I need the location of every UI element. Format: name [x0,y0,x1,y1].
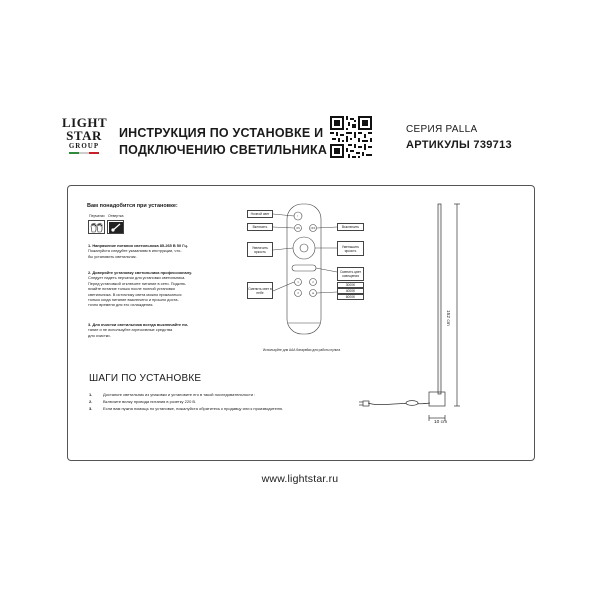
screwdriver-icon [107,220,124,234]
label-3000k: 3000K [337,282,364,288]
step-item-1 [89,392,255,397]
label-brightness-down: Уменьшить яркость [337,241,364,256]
svg-text:ON: ON [296,227,300,230]
lamp-cable [368,403,430,405]
series-name: СЕРИЯ PALLA [406,124,478,135]
remote-center-button [300,244,308,252]
logo-line-2: STAR [66,128,102,143]
remote-temp-button [292,265,316,271]
cable-switch [406,401,418,406]
step-number: 3. [89,406,93,411]
page-title [119,125,327,159]
svg-text:OFF: OFF [310,227,316,230]
step-number: 2. [89,399,93,404]
p2-line: точно времени для его охлаждения. [88,302,154,308]
label-brightness-up: Увеличить яркость [247,242,273,257]
p1-line: бы установить светильник. [88,253,137,259]
step-item-3 [89,406,283,411]
height-dimension-label: 152 cm [445,310,450,326]
p3-line: для очистки. [88,332,111,338]
brand-logo [62,116,106,154]
p3-line: тание и не используйте агрессивные средства [88,327,173,333]
p3-line: 3. Для очистки светильника всегда выключайте пи- [88,322,189,327]
p2-line: 2. Доверяйте установку светильника профессионалу. [88,270,192,275]
italian-flag-icon [69,152,99,154]
step-text: Если вам нужна помощь по установке, пожалуйста обратитесь к продавцу или к производителю. [103,406,284,411]
label-power-off: Выключить [337,223,364,231]
qr-code-icon [330,116,372,158]
label-4000k: 4000K [337,288,364,294]
article-number: АРТИКУЛЫ 739713 [406,139,512,151]
label-night-light: Ночной свет [247,210,273,218]
website-link[interactable]: www.lightstar.ru [261,473,339,485]
title-line-2: ПОДКЛЮЧЕНИЮ СВЕТИЛЬНИКА [119,143,328,157]
p2-line: ючайте питание только после полной установки [88,286,175,292]
p2-line: светильника. В источнику света можно прикасаться [88,291,182,297]
logo-line-1: LIGHT [62,115,108,130]
svg-text:2: 2 [312,281,314,284]
svg-text:1: 1 [297,281,299,284]
p2-line: Следует надеть перчатки для установки светильника. [88,275,186,281]
p1-line: Пожалуйста следуйте указаниям в инструкции, что- [88,248,182,254]
svg-text:☾: ☾ [296,215,300,218]
step-text: Достаньте светильник из упаковки и установите его в такой последовательности : [103,392,256,397]
step-text: Включите вилку провода питания в розетку 220 В. [103,399,197,404]
gloves-icon [88,220,105,234]
label-switch-temperature: Сменить свет в небе [247,282,273,299]
p1-line: 1. Напряжение питания светильника 85-265 В 50 Гц. [88,243,188,248]
label-color-options: Сменить цвет освещения [337,267,364,281]
p2-line: только когда питание выключено и прошло доста- [88,297,179,303]
label-power-on: Включить [247,223,273,231]
tool-label-screwdriver: Отвертка [108,214,124,218]
logo-line-3: GROUP [68,142,100,150]
steps-title: ШАГИ ПО УСТАНОВКЕ [89,373,202,384]
tools-heading: Вам понадобится при установке: [87,203,178,209]
lamp-pole [438,204,441,394]
svg-text:⊕: ⊕ [311,292,315,295]
instruction-paragraph-1 [88,243,213,259]
tool-label-gloves: Перчатки [89,214,105,218]
width-dimension-label: 10 cm [434,420,448,425]
step-number: 1. [89,392,93,397]
lamp-diagram [350,196,470,432]
step-item-2 [89,399,196,404]
instruction-paragraph-3 [88,322,213,338]
battery-caption: Используйте для ААА батарейки для работы пульта [263,348,341,352]
p2-line: Перед установкой отключите питание в сети. Подклю- [88,280,187,286]
svg-text:3: 3 [297,292,299,295]
instruction-paragraph-2 [88,270,213,308]
plug [363,401,369,406]
lamp-base [429,392,445,406]
title-line-1: ИНСТРУКЦИЯ ПО УСТАНОВКЕ И [119,126,324,140]
label-6000k: 6000K [337,294,364,300]
